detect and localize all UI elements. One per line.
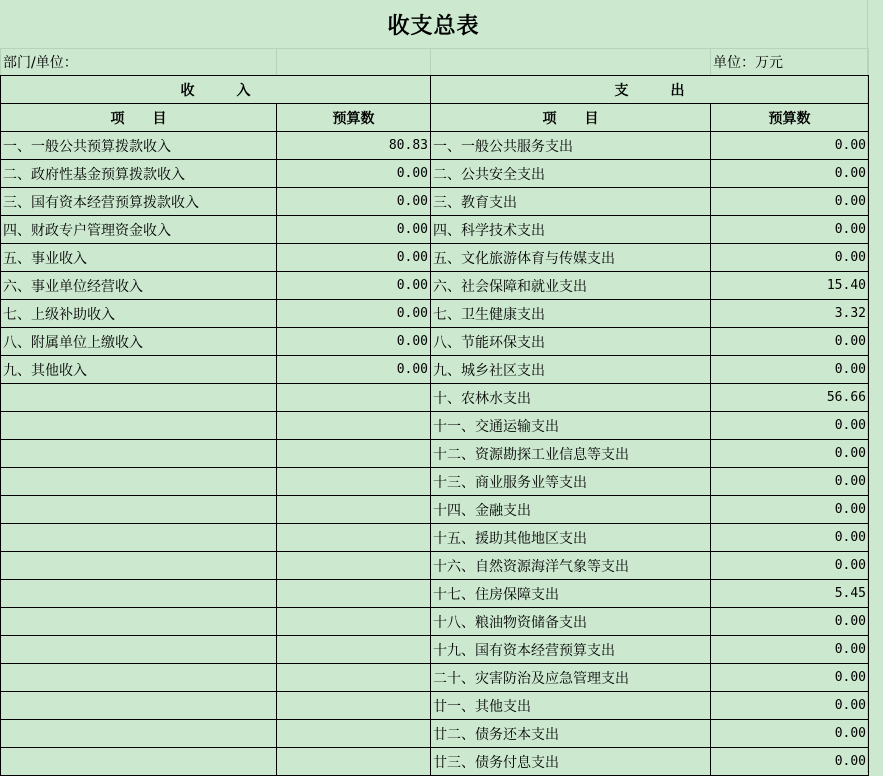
income-amount-cell[interactable]: [277, 692, 431, 720]
expense-amount-cell[interactable]: 0.00: [711, 440, 869, 468]
income-item-cell[interactable]: [1, 720, 277, 748]
income-item-header[interactable]: 项 目: [1, 104, 277, 132]
table-row: [1, 300, 869, 328]
expense-item-cell[interactable]: 六、社会保障和就业支出: [431, 272, 711, 300]
table-row: [1, 636, 869, 664]
expense-item-cell[interactable]: 十二、资源勘探工业信息等支出: [431, 440, 711, 468]
income-amount-cell[interactable]: [277, 440, 431, 468]
dept-label[interactable]: 部门/单位：: [1, 49, 277, 76]
unit-label[interactable]: 单位：万元: [711, 49, 869, 76]
table-row: [1, 412, 869, 440]
table-row: [1, 132, 869, 160]
income-item-cell[interactable]: 五、事业收入: [1, 244, 277, 272]
income-item-cell[interactable]: [1, 636, 277, 664]
expense-item-cell[interactable]: 七、卫生健康支出: [431, 300, 711, 328]
expense-amount-cell[interactable]: 0.00: [711, 468, 869, 496]
spreadsheet-gridline: [867, 0, 883, 773]
expense-item-cell[interactable]: 五、文化旅游体育与传媒支出: [431, 244, 711, 272]
income-amount-cell[interactable]: 0.00: [277, 244, 431, 272]
expense-amount-cell[interactable]: 0.00: [711, 692, 869, 720]
table-row: [1, 384, 869, 412]
expense-budget-header[interactable]: 预算数: [711, 104, 869, 132]
table-row: [1, 552, 869, 580]
table-row: [1, 608, 869, 636]
income-item-cell[interactable]: [1, 692, 277, 720]
income-amount-cell[interactable]: [277, 608, 431, 636]
table-row: [1, 328, 869, 356]
income-amount-cell[interactable]: [277, 496, 431, 524]
expense-item-cell[interactable]: 廿二、债务还本支出: [431, 720, 711, 748]
table-row: [1, 720, 869, 748]
table-row: [1, 188, 869, 216]
expense-amount-cell[interactable]: 3.32: [711, 300, 869, 328]
expense-amount-cell[interactable]: 0.00: [711, 720, 869, 748]
income-amount-cell[interactable]: [277, 468, 431, 496]
income-item-cell[interactable]: [1, 748, 277, 776]
income-item-cell[interactable]: 八、附属单位上缴收入: [1, 328, 277, 356]
income-item-cell[interactable]: 二、政府性基金预算拨款收入: [1, 160, 277, 188]
expense-item-cell[interactable]: 十一、交通运输支出: [431, 412, 711, 440]
income-amount-cell[interactable]: [277, 748, 431, 776]
expense-amount-cell[interactable]: 0.00: [711, 524, 869, 552]
income-item-cell[interactable]: [1, 468, 277, 496]
expense-item-cell[interactable]: 一、一般公共服务支出: [431, 132, 711, 160]
income-item-cell[interactable]: [1, 412, 277, 440]
expense-item-cell[interactable]: 十、农林水支出: [431, 384, 711, 412]
table-row: [1, 356, 869, 384]
income-item-cell[interactable]: [1, 664, 277, 692]
income-amount-cell[interactable]: [277, 552, 431, 580]
expense-item-cell[interactable]: 十七、住房保障支出: [431, 580, 711, 608]
expense-item-cell[interactable]: 九、城乡社区支出: [431, 356, 711, 384]
expense-amount-cell[interactable]: 0.00: [711, 188, 869, 216]
expense-amount-cell[interactable]: 0.00: [711, 216, 869, 244]
income-amount-cell[interactable]: [277, 524, 431, 552]
income-amount-cell[interactable]: [277, 664, 431, 692]
table-row: [1, 692, 869, 720]
income-expense-table: [0, 48, 869, 776]
expense-item-header[interactable]: 项 目: [431, 104, 711, 132]
expense-item-cell[interactable]: 廿一、其他支出: [431, 692, 711, 720]
income-amount-cell[interactable]: [277, 720, 431, 748]
income-item-cell[interactable]: 六、事业单位经营收入: [1, 272, 277, 300]
income-amount-cell[interactable]: 0.00: [277, 328, 431, 356]
income-item-cell[interactable]: [1, 440, 277, 468]
expense-amount-cell[interactable]: 56.66: [711, 384, 869, 412]
expense-amount-cell[interactable]: 5.45: [711, 580, 869, 608]
expense-item-cell[interactable]: 十九、国有资本经营预算支出: [431, 636, 711, 664]
table-row: [1, 468, 869, 496]
income-item-cell[interactable]: [1, 496, 277, 524]
table-row: [1, 216, 869, 244]
income-header[interactable]: 收 入: [1, 76, 431, 104]
expense-amount-cell[interactable]: 0.00: [711, 356, 869, 384]
expense-item-cell[interactable]: 廿三、债务付息支出: [431, 748, 711, 776]
expense-item-cell[interactable]: 十八、粮油物资储备支出: [431, 608, 711, 636]
expense-item-cell[interactable]: 八、节能环保支出: [431, 328, 711, 356]
expense-item-cell[interactable]: 二、公共安全支出: [431, 160, 711, 188]
income-item-cell[interactable]: 三、国有资本经营预算拨款收入: [1, 188, 277, 216]
expense-header[interactable]: 支 出: [431, 76, 869, 104]
table-row: [1, 160, 869, 188]
table-row: [1, 440, 869, 468]
section-header-row: [1, 76, 869, 104]
table-title: 收支总表: [0, 0, 867, 49]
income-item-cell[interactable]: [1, 608, 277, 636]
income-item-cell[interactable]: 七、上级补助收入: [1, 300, 277, 328]
income-budget-header[interactable]: 预算数: [277, 104, 431, 132]
expense-amount-cell[interactable]: 0.00: [711, 412, 869, 440]
income-item-cell[interactable]: 一、一般公共预算拨款收入: [1, 132, 277, 160]
expense-item-cell[interactable]: 四、科学技术支出: [431, 216, 711, 244]
income-amount-cell[interactable]: 80.83: [277, 132, 431, 160]
income-amount-cell[interactable]: [277, 580, 431, 608]
income-item-cell[interactable]: [1, 552, 277, 580]
expense-amount-cell[interactable]: 15.40: [711, 272, 869, 300]
column-header-row: [1, 104, 869, 132]
income-item-cell[interactable]: 九、其他收入: [1, 356, 277, 384]
expense-item-cell[interactable]: 十四、金融支出: [431, 496, 711, 524]
income-item-cell[interactable]: [1, 384, 277, 412]
expense-amount-cell[interactable]: 0.00: [711, 244, 869, 272]
expense-amount-cell[interactable]: 0.00: [711, 496, 869, 524]
expense-item-cell[interactable]: 二十、灾害防治及应急管理支出: [431, 664, 711, 692]
expense-item-cell[interactable]: 三、教育支出: [431, 188, 711, 216]
expense-item-cell[interactable]: 十五、援助其他地区支出: [431, 524, 711, 552]
table-row: [1, 580, 869, 608]
income-amount-cell[interactable]: 0.00: [277, 160, 431, 188]
income-amount-cell[interactable]: [277, 412, 431, 440]
table-row: [1, 524, 869, 552]
expense-amount-cell[interactable]: 0.00: [711, 160, 869, 188]
meta-empty-cell[interactable]: [431, 49, 711, 76]
income-item-cell[interactable]: [1, 524, 277, 552]
expense-amount-cell[interactable]: 0.00: [711, 132, 869, 160]
income-amount-cell[interactable]: [277, 384, 431, 412]
table-row: [1, 664, 869, 692]
expense-amount-cell[interactable]: 0.00: [711, 328, 869, 356]
income-amount-cell[interactable]: 0.00: [277, 216, 431, 244]
expense-item-cell[interactable]: 十六、自然资源海洋气象等支出: [431, 552, 711, 580]
income-amount-cell[interactable]: 0.00: [277, 356, 431, 384]
expense-amount-cell[interactable]: 0.00: [711, 748, 869, 776]
income-item-cell[interactable]: [1, 580, 277, 608]
expense-amount-cell[interactable]: 0.00: [711, 552, 869, 580]
expense-amount-cell[interactable]: 0.00: [711, 636, 869, 664]
meta-row: [1, 49, 869, 76]
expense-amount-cell[interactable]: 0.00: [711, 664, 869, 692]
table-row: [1, 244, 869, 272]
income-amount-cell[interactable]: 0.00: [277, 272, 431, 300]
table-row: [1, 496, 869, 524]
table-row: [1, 748, 869, 776]
expense-amount-cell[interactable]: 0.00: [711, 608, 869, 636]
income-amount-cell[interactable]: 0.00: [277, 188, 431, 216]
income-amount-cell[interactable]: [277, 636, 431, 664]
expense-item-cell[interactable]: 十三、商业服务业等支出: [431, 468, 711, 496]
meta-empty-cell[interactable]: [277, 49, 431, 76]
table-row: [1, 272, 869, 300]
income-item-cell[interactable]: 四、财政专户管理资金收入: [1, 216, 277, 244]
income-amount-cell[interactable]: 0.00: [277, 300, 431, 328]
